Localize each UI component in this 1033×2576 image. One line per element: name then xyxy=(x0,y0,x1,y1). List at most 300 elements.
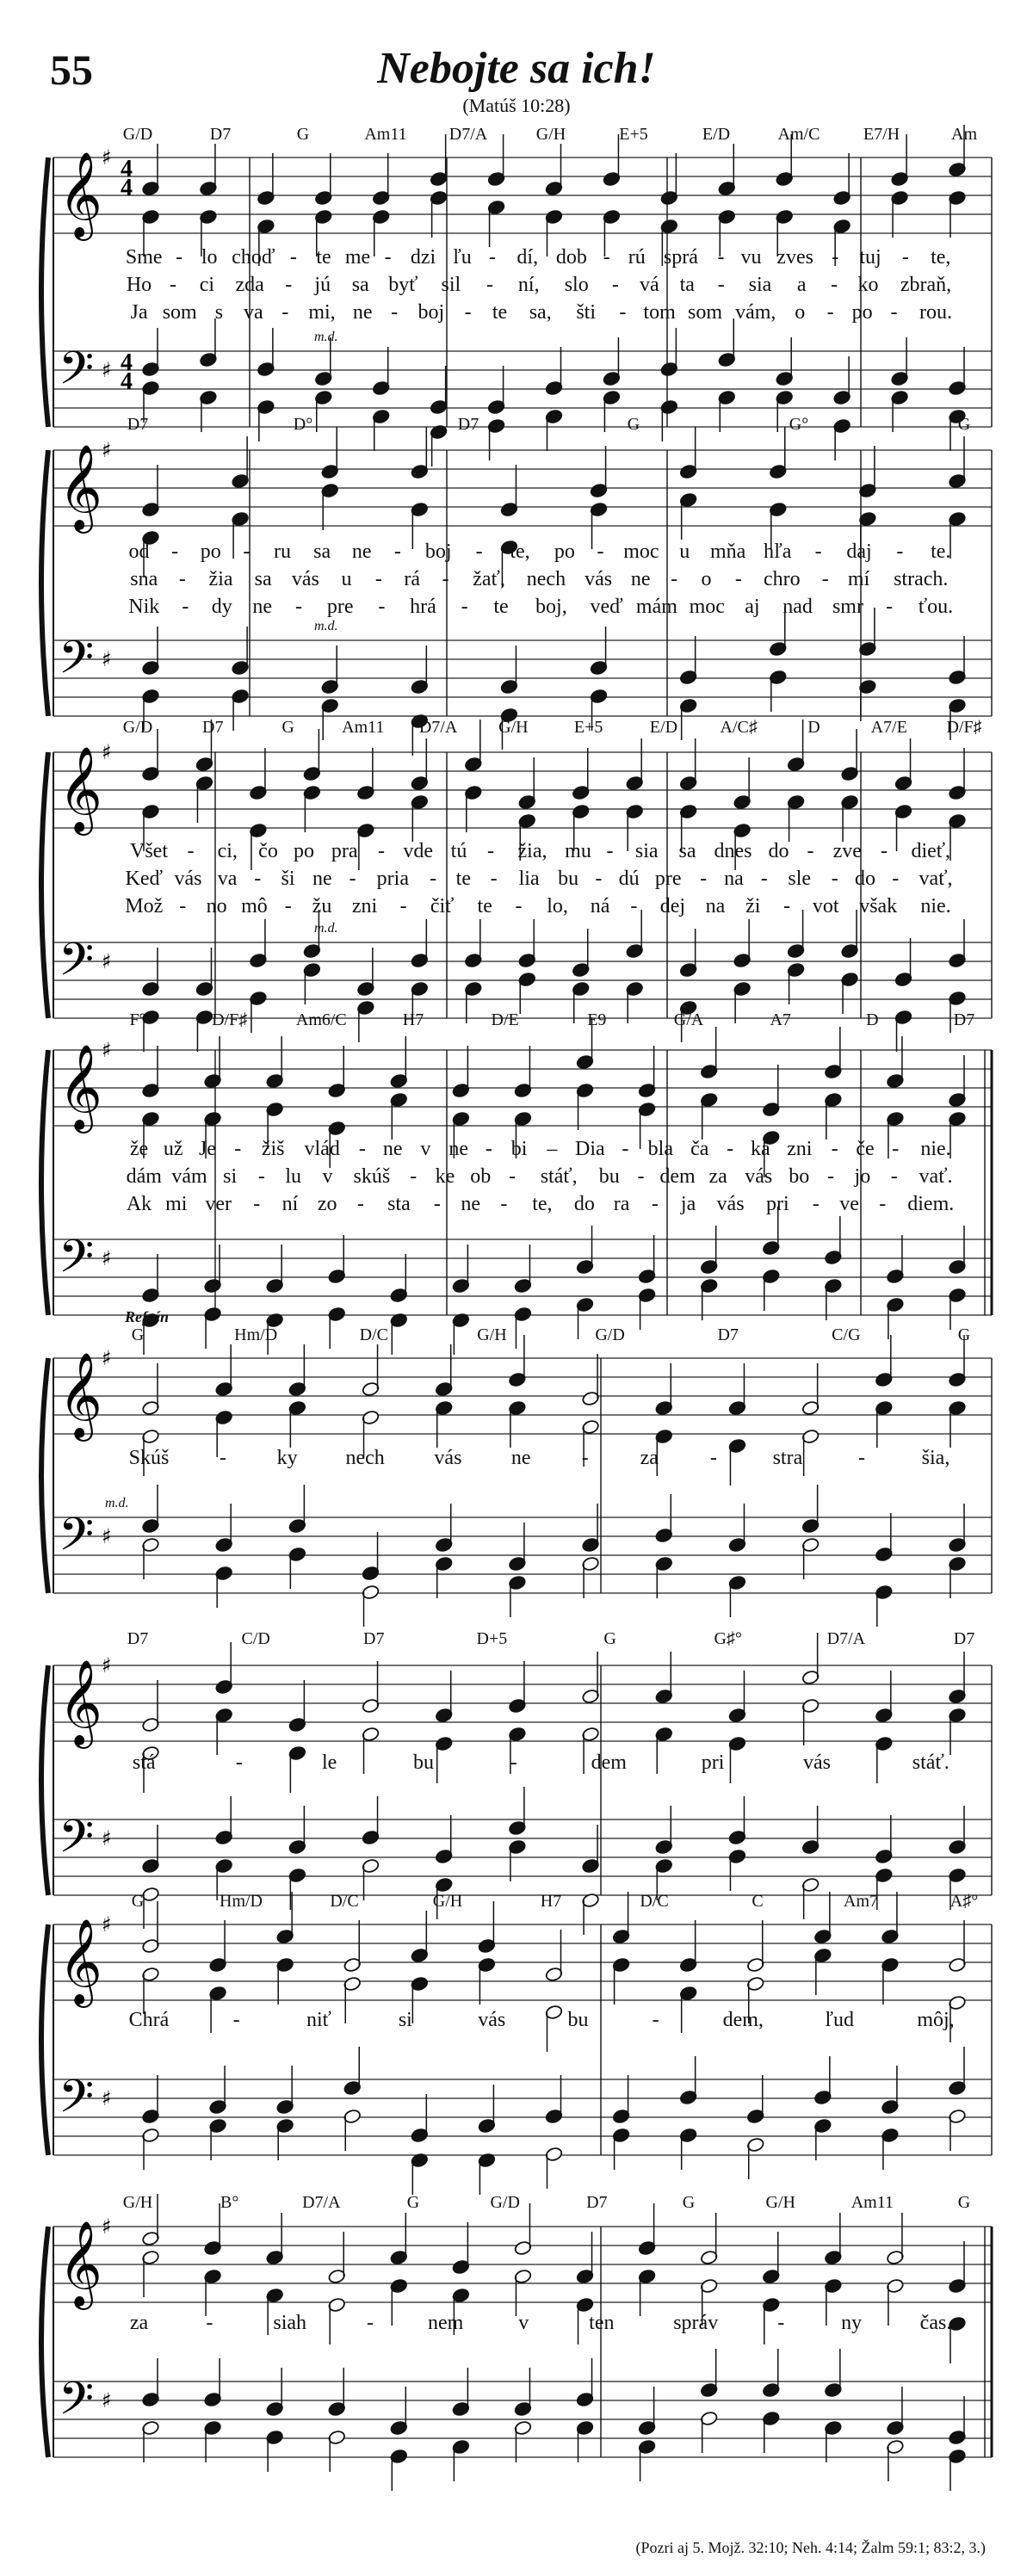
chord-symbol: A♯° xyxy=(949,1892,979,1911)
lyric-syllable: - xyxy=(234,1138,242,1160)
treble-clef-icon: 𝄞 xyxy=(59,1659,102,1745)
chord-symbol: G/D xyxy=(490,2193,520,2212)
lyric-syllable: tuj xyxy=(859,246,881,269)
chord-symbol: G/H xyxy=(765,2193,795,2212)
chord-symbol: F° xyxy=(129,1010,146,1029)
lyric-syllable: u xyxy=(679,541,690,563)
sharp-key-signature-icon: ♯ xyxy=(102,438,112,462)
lyric-syllable: - xyxy=(717,246,725,269)
lyric-syllable: - xyxy=(430,868,437,890)
lyric-syllable: ťou. xyxy=(918,596,954,618)
lyric-syllable: v xyxy=(518,2312,529,2334)
song-title: Nebojte sa ich! xyxy=(377,44,656,93)
lyric-syllable: vás xyxy=(585,568,613,590)
lyric-syllable: šti xyxy=(576,301,597,324)
lyric-syllable: ká xyxy=(750,1138,770,1160)
lyric-syllable: - xyxy=(611,274,619,296)
lyric-syllable: - xyxy=(619,301,627,324)
lyric-syllable: Nik xyxy=(128,596,160,618)
chord-symbol: G/A xyxy=(673,1010,704,1029)
bass-clef-icon: 𝄢 xyxy=(59,2071,95,2134)
lyric-syllable: ne xyxy=(382,1138,403,1160)
lyric-syllable: vot xyxy=(812,895,839,917)
chord-symbol: G xyxy=(131,1892,145,1911)
lyric-syllable: - xyxy=(831,1138,838,1160)
chord-symbol: G/H xyxy=(432,1892,463,1911)
treble-clef-icon: 𝄞 xyxy=(59,746,102,832)
lyric-syllable: šia, xyxy=(921,1447,950,1469)
manual-dynamic-marking: m.d. xyxy=(314,921,338,936)
lyric-syllable: zda xyxy=(235,274,264,296)
lyric-syllable: va xyxy=(244,301,263,324)
lyric-syllable: - xyxy=(886,596,894,618)
lyric-syllable: skúš xyxy=(353,1165,391,1188)
sharp-key-signature-icon: ♯ xyxy=(102,1246,112,1270)
lyric-syllable: - xyxy=(378,840,385,862)
lyric-syllable: o xyxy=(701,568,712,590)
bass-clef-icon: 𝄢 xyxy=(59,343,95,406)
sharp-key-signature-icon: ♯ xyxy=(102,740,112,764)
lyric-syllable: stra xyxy=(772,1447,803,1469)
lyric-syllable: lo xyxy=(201,246,218,269)
lyric-syllable: moc xyxy=(689,596,725,618)
lyric-syllable: - xyxy=(254,868,262,890)
lyric-syllable: - xyxy=(206,2312,213,2334)
lyric-syllable: ne xyxy=(630,568,651,590)
bass-clef-icon: 𝄢 xyxy=(59,632,95,695)
lyric-syllable: sprá xyxy=(663,246,698,269)
lyric-syllable: ľu xyxy=(452,246,472,269)
lyric-syllable: ru xyxy=(274,541,291,563)
chord-symbol: D+5 xyxy=(476,1629,508,1648)
lyric-syllable: sa xyxy=(678,840,696,862)
lyric-syllable: žu xyxy=(312,895,332,917)
lyric-syllable: mô xyxy=(241,895,268,917)
lyric-syllable: správ xyxy=(673,2312,719,2334)
lyric-syllable: sa xyxy=(313,541,331,563)
lyric-syllable: po xyxy=(200,541,221,563)
chord-symbol: Am11 xyxy=(364,125,407,144)
lyric-syllable: po xyxy=(294,840,314,862)
lyric-syllable: Chrá xyxy=(128,2009,170,2031)
lyric-syllable: ob xyxy=(470,1165,492,1188)
lyric-syllable: lu xyxy=(285,1165,302,1188)
chord-symbol: D/E xyxy=(491,1010,519,1029)
lyric-syllable: ľud xyxy=(825,2009,855,2031)
manual-dynamic-marking: m.d. xyxy=(105,1496,129,1510)
lyric-syllable: - xyxy=(367,2312,374,2334)
sharp-key-signature-icon: ♯ xyxy=(102,949,112,973)
chord-symbol: E+5 xyxy=(619,125,648,144)
lyric-syllable: - xyxy=(442,568,449,590)
lyric-syllable: - xyxy=(433,1193,441,1215)
manual-dynamic-marking: m.d. xyxy=(314,330,338,344)
lyric-syllable: lo, xyxy=(547,895,568,917)
lyric-syllable: ne xyxy=(351,541,372,563)
lyric-syllable: zni xyxy=(351,895,378,917)
lyric-syllable: - xyxy=(509,1165,516,1188)
lyric-syllable: - xyxy=(760,868,768,890)
chord-symbol: Am6/C xyxy=(295,1010,347,1029)
chord-symbol: H7 xyxy=(402,1010,424,1029)
lyric-syllable: žia xyxy=(208,568,233,590)
lyric-syllable: stá xyxy=(132,1751,156,1774)
lyric-syllable: na xyxy=(705,895,726,917)
lyric-syllable: bu xyxy=(558,868,579,890)
lyric-syllable: stáť, xyxy=(540,1165,578,1188)
lyric-syllable: dej xyxy=(659,895,686,917)
chord-symbol: Am xyxy=(951,125,977,144)
lyric-syllable: - xyxy=(475,541,483,563)
chord-symbol: D xyxy=(807,718,820,737)
lyric-syllable: zbraň, xyxy=(900,274,952,296)
lyric-syllable: - xyxy=(812,1193,820,1215)
lyric-syllable: - xyxy=(783,895,791,917)
lyric-syllable: sta xyxy=(387,1193,411,1215)
system-brace xyxy=(41,450,48,716)
chord-symbol: D7 xyxy=(363,1629,385,1648)
lyric-syllable: v xyxy=(322,1165,333,1188)
lyric-syllable: jo xyxy=(854,1165,871,1188)
lyric-syllable: ne xyxy=(461,1193,480,1215)
lyric-syllable: vať, xyxy=(919,868,953,890)
chord-symbol: D7/A xyxy=(826,1629,866,1648)
lyric-syllable: te. xyxy=(931,541,951,563)
sharp-key-signature-icon: ♯ xyxy=(102,1346,112,1370)
lyric-syllable: - xyxy=(393,541,401,563)
lyric-syllable: sle xyxy=(788,868,812,890)
lyric-syllable: ča xyxy=(690,1138,709,1160)
lyric-syllable: ne xyxy=(252,596,272,618)
lyric-syllable: veď xyxy=(590,596,623,618)
lyric-syllable: mí xyxy=(847,568,870,590)
lyric-syllable: - xyxy=(281,301,289,324)
lyric-syllable: boj xyxy=(424,541,452,563)
system-brace xyxy=(41,1358,48,1593)
lyric-syllable: byť xyxy=(388,274,418,296)
lyric-syllable: zni xyxy=(787,1138,813,1160)
bass-clef-icon: 𝄢 xyxy=(59,1509,95,1572)
lyric-syllable: vať. xyxy=(919,1165,953,1188)
lyric-syllable: sia xyxy=(748,274,772,296)
lyric-syllable: - xyxy=(777,2312,785,2334)
lyric-syllable: - xyxy=(284,895,292,917)
lyric-syllable: me xyxy=(344,246,371,269)
lyric-syllable: však xyxy=(859,895,898,917)
lyric-syllable: nie. xyxy=(920,895,951,917)
lyric-syllable: si xyxy=(223,1165,238,1188)
lyric-syllable: aj xyxy=(745,596,760,618)
lyric-syllable: ci, xyxy=(217,840,238,862)
lyric-syllable: - xyxy=(220,1447,227,1469)
lyric-syllable: Keď xyxy=(125,868,163,890)
lyric-syllable: pria xyxy=(376,868,409,890)
lyric-syllable: - xyxy=(232,2009,240,2031)
lyric-syllable: Dia xyxy=(575,1138,605,1160)
lyric-syllable: sil xyxy=(441,274,461,296)
lyric-syllable: - xyxy=(384,246,392,269)
lyric-syllable: - xyxy=(727,1138,734,1160)
lyric-syllable: vu xyxy=(740,246,762,269)
lyric-syllable: - xyxy=(399,895,407,917)
lyric-syllable: - xyxy=(890,1165,898,1188)
lyric-syllable: ci xyxy=(199,274,215,296)
lyric-syllable: môj, xyxy=(917,2009,955,2031)
lyric-syllable: ve xyxy=(839,1193,859,1215)
lyric-syllable: bu xyxy=(598,1165,620,1188)
lyric-syllable: rou. xyxy=(919,301,952,324)
lyric-syllable: dem xyxy=(591,1751,627,1774)
chord-symbol: D7 xyxy=(586,2193,608,2212)
lyric-syllable: dem, xyxy=(722,2009,764,2031)
lyric-syllable: - xyxy=(821,568,829,590)
chord-symbol: Am11 xyxy=(851,2193,894,2212)
sharp-key-signature-icon: ♯ xyxy=(102,2388,112,2412)
lyric-syllable: pri xyxy=(765,1193,789,1215)
lyric-syllable: Všet xyxy=(130,840,168,862)
chord-symbol: D7 xyxy=(202,718,224,737)
treble-clef-icon: 𝄞 xyxy=(59,444,102,530)
lyric-syllable: te xyxy=(493,596,509,618)
lyric-syllable: po xyxy=(851,301,873,324)
chord-symbol: E/D xyxy=(702,125,731,144)
sharp-key-signature-icon: ♯ xyxy=(102,145,112,170)
lyric-syllable: ky xyxy=(276,1447,298,1469)
lyric-syllable: čiť xyxy=(430,895,455,917)
lyric-syllable: mňa xyxy=(709,541,746,563)
lyric-syllable: te, xyxy=(532,1193,553,1215)
lyric-syllable: Ja xyxy=(130,301,148,324)
chord-symbol: E+5 xyxy=(573,718,603,737)
lyric-syllable: za xyxy=(640,1447,659,1469)
lyric-syllable: ja xyxy=(680,1193,696,1215)
lyric-syllable: - xyxy=(700,868,708,890)
chord-symbol: D7 xyxy=(953,1629,975,1648)
lyric-syllable: rá xyxy=(404,568,421,590)
chord-symbol: G/H xyxy=(477,1325,507,1344)
chord-symbol: E7/H xyxy=(863,125,900,144)
lyric-syllable: Sme xyxy=(125,246,163,269)
chord-symbol: G/H xyxy=(535,125,566,144)
chord-symbol: G/H xyxy=(498,718,529,737)
lyric-syllable: te, xyxy=(510,541,530,563)
system-brace xyxy=(41,1665,48,1895)
lyric-syllable: - xyxy=(826,301,834,324)
system-brace xyxy=(41,1924,48,2155)
sharp-key-signature-icon: ♯ xyxy=(102,1826,112,1850)
lyric-syllable: o xyxy=(795,301,806,324)
lyric-syllable: ši xyxy=(281,868,295,890)
lyric-syllable: nech xyxy=(345,1447,385,1469)
lyric-syllable: - xyxy=(486,274,494,296)
lyric-syllable: vás xyxy=(174,868,202,890)
chord-symbol: C/D xyxy=(241,1629,270,1648)
time-signature-top: 4 xyxy=(121,156,133,182)
lyric-syllable: čas. xyxy=(919,2312,952,2334)
chord-symbol: D/F♯ xyxy=(946,718,982,737)
lyric-syllable: va xyxy=(217,868,238,890)
chord-symbol: D7 xyxy=(457,415,479,434)
sharp-key-signature-icon: ♯ xyxy=(102,358,112,382)
lyric-syllable: ne xyxy=(448,1138,468,1160)
chord-symbol: D7 xyxy=(209,125,232,144)
lyric-syllable: - xyxy=(179,895,187,917)
lyric-syllable: - xyxy=(235,1751,243,1774)
lyric-syllable: Skúš xyxy=(128,1447,170,1469)
lyric-syllable: - xyxy=(831,868,838,890)
lyric-syllable: tú xyxy=(450,840,467,862)
lyric-syllable: - xyxy=(652,2009,659,2031)
lyric-syllable: - xyxy=(717,274,725,296)
chord-symbol: G/H xyxy=(122,2193,153,2212)
lyric-syllable: - xyxy=(488,246,496,269)
lyric-syllable: som xyxy=(688,301,723,324)
lyric-syllable: do xyxy=(768,840,789,862)
lyric-syllable: - xyxy=(356,1193,364,1215)
system-brace xyxy=(41,158,48,427)
lyric-syllable: dieť, xyxy=(911,840,951,862)
lyric-syllable: hrá xyxy=(410,596,436,618)
lyric-syllable: - xyxy=(651,1193,659,1215)
lyric-syllable: na xyxy=(724,868,744,890)
lyric-syllable: za xyxy=(129,2312,149,2334)
lyric-syllable: dnes xyxy=(714,840,752,862)
lyric-syllable: - xyxy=(896,541,904,563)
sharp-key-signature-icon: ♯ xyxy=(102,2086,112,2110)
sharp-key-signature-icon: ♯ xyxy=(102,2215,112,2239)
chord-symbol: Hm/D xyxy=(234,1325,278,1344)
time-signature-bottom: 4 xyxy=(121,368,133,395)
bass-clef-icon: 𝄢 xyxy=(59,1231,95,1294)
lyric-syllable: slo xyxy=(564,274,589,296)
lyric-syllable: dám xyxy=(126,1165,162,1188)
chord-symbol: D7 xyxy=(953,1010,975,1029)
lyric-syllable: - xyxy=(857,1447,865,1469)
chord-symbol: B° xyxy=(220,2193,239,2212)
lyric-syllable: dí, xyxy=(516,246,539,269)
lyric-syllable: - xyxy=(285,274,293,296)
lyric-syllable: - xyxy=(391,301,399,324)
treble-clef-icon: 𝄞 xyxy=(59,1352,102,1438)
chord-symbol: G xyxy=(682,2193,696,2212)
lyric-syllable: s xyxy=(214,301,224,324)
lyric-syllable: stáť. xyxy=(912,1751,949,1774)
lyric-syllable: pre xyxy=(326,596,354,618)
chord-symbol: G xyxy=(131,1325,145,1344)
lyric-syllable: - xyxy=(500,1193,508,1215)
chord-symbol: D7/A xyxy=(448,125,488,144)
lyric-syllable: čo xyxy=(258,840,278,862)
lyric-syllable: - xyxy=(176,246,183,269)
treble-clef-icon: 𝄞 xyxy=(59,2221,102,2307)
lyric-syllable: dob xyxy=(555,246,587,269)
lyric-syllable: vás xyxy=(802,1751,831,1774)
lyric-syllable: - xyxy=(487,840,494,862)
lyric-syllable: Mož xyxy=(125,895,164,917)
lyric-syllable: mi xyxy=(165,1193,188,1215)
chord-symbol: D7/A xyxy=(418,718,458,737)
lyric-syllable: - xyxy=(901,246,909,269)
chord-symbol: G xyxy=(603,1629,616,1648)
lyric-syllable: si xyxy=(398,2009,412,2031)
lyric-syllable: - xyxy=(881,840,888,862)
lyric-syllable: - xyxy=(253,1193,261,1215)
lyric-syllable: - xyxy=(603,246,610,269)
lyric-syllable: - xyxy=(637,1165,645,1188)
lyric-syllable: – xyxy=(547,1138,558,1160)
chord-symbol: C/G xyxy=(832,1325,861,1344)
chord-symbol: H7 xyxy=(540,1892,562,1911)
lyric-syllable: - xyxy=(831,274,838,296)
lyric-syllable: - xyxy=(827,1165,835,1188)
system-brace xyxy=(41,752,48,1018)
lyric-syllable: niť xyxy=(306,2009,331,2031)
scripture-reference: (Matúš 10:28) xyxy=(462,95,571,116)
lyric-syllable: ne xyxy=(312,868,332,890)
lyric-syllable: ná xyxy=(590,895,610,917)
lyric-syllable: - xyxy=(510,1751,517,1774)
lyric-syllable: - xyxy=(243,541,251,563)
time-signature-bottom: 4 xyxy=(121,175,133,201)
lyric-syllable: u xyxy=(341,568,352,590)
lyric-syllable: - xyxy=(171,541,179,563)
lyric-syllable: - xyxy=(832,246,839,269)
lyric-syllable: no xyxy=(206,895,227,917)
lyric-syllable: če xyxy=(856,1138,875,1160)
chord-symbol: D7/A xyxy=(302,2193,341,2212)
lyric-syllable: vde xyxy=(403,840,434,862)
chord-symbol: Hm/D xyxy=(220,1892,263,1911)
bass-clef-icon: 𝄢 xyxy=(59,934,95,998)
lyric-syllable: mám xyxy=(635,596,677,618)
lyric-syllable: choď xyxy=(232,246,275,269)
chord-symbol: G♯° xyxy=(714,1629,742,1648)
lyric-syllable: - xyxy=(597,541,604,563)
lyric-syllable: - xyxy=(182,596,189,618)
lyric-syllable: - xyxy=(257,1165,265,1188)
lyric-syllable: te, xyxy=(931,246,951,269)
lyric-syllable: - xyxy=(630,895,638,917)
lyric-syllable: bu xyxy=(412,1751,434,1774)
lyric-syllable: dú xyxy=(618,868,640,890)
lyric-syllable: ne xyxy=(352,301,373,324)
lyric-syllable: od xyxy=(128,541,150,563)
lyric-syllable: jú xyxy=(314,274,331,296)
lyric-syllable: nad xyxy=(782,596,813,618)
lyric-syllable: - xyxy=(490,868,498,890)
lyric-syllable: - xyxy=(378,596,386,618)
sharp-key-signature-icon: ♯ xyxy=(102,1912,112,1937)
lyric-syllable: vás xyxy=(745,1165,773,1188)
chord-symbol: D7 xyxy=(717,1325,739,1344)
lyric-syllable: sa, xyxy=(529,301,552,324)
lyric-syllable: pre xyxy=(654,868,682,890)
lyric-syllable: mi, xyxy=(308,301,336,324)
lyric-syllable: zves xyxy=(776,246,813,269)
chord-symbol: Am/C xyxy=(777,125,820,144)
lyric-syllable: - xyxy=(169,274,176,296)
lyric-syllable: žať, xyxy=(473,568,505,590)
lyric-syllable: žiš xyxy=(261,1138,285,1160)
lyric-syllable: dem xyxy=(659,1165,696,1188)
lyric-syllable: pra xyxy=(331,840,358,862)
lyric-syllable: - xyxy=(734,568,742,590)
lyric-syllable: bu xyxy=(567,2009,589,2031)
lyric-syllable: bo xyxy=(789,1165,810,1188)
lyric-syllable: moc xyxy=(623,541,659,563)
lyric-syllable: - xyxy=(410,1165,418,1188)
sharp-key-signature-icon: ♯ xyxy=(102,1038,112,1062)
